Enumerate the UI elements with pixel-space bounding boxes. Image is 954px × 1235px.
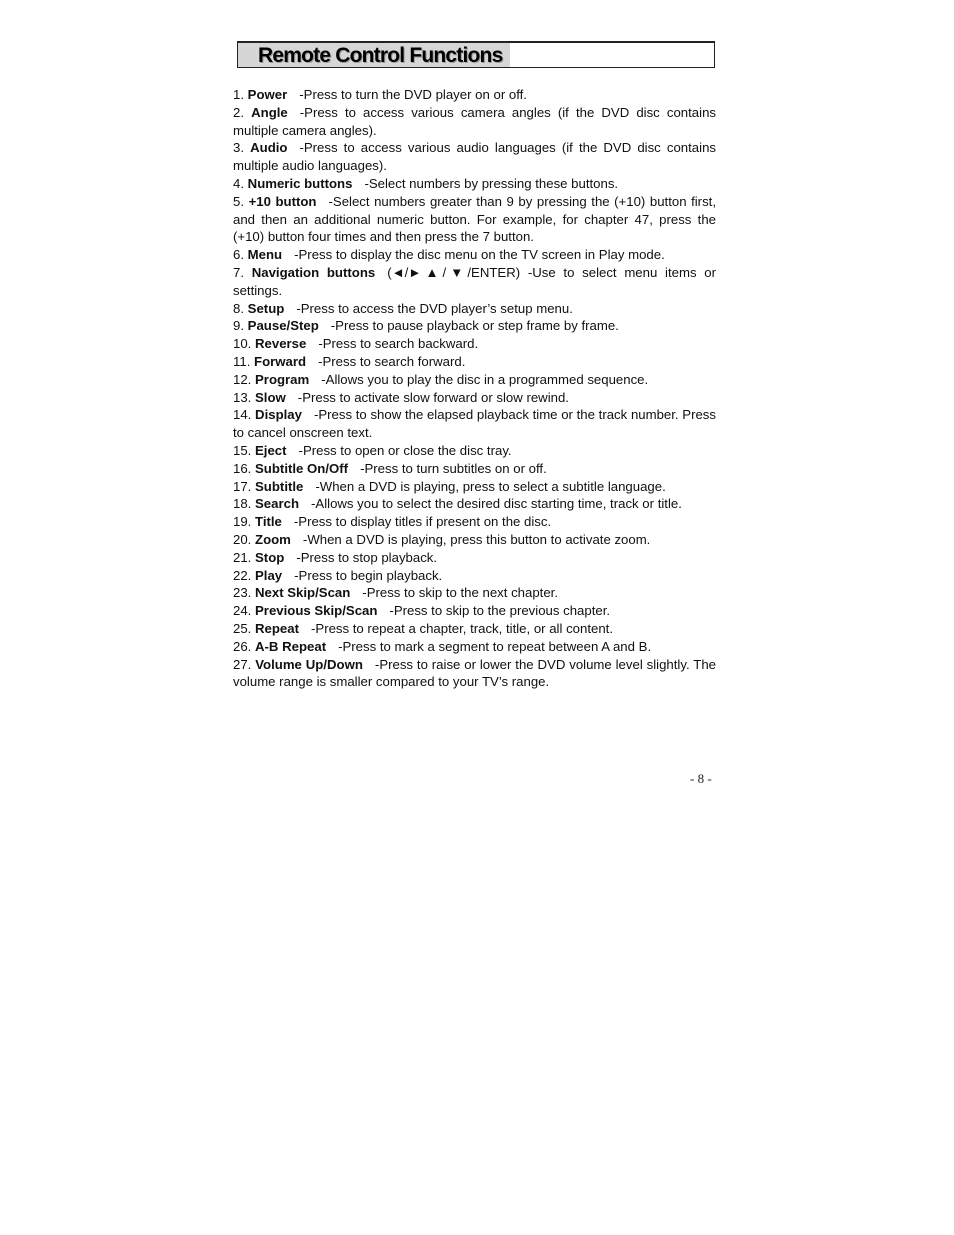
item-number: 19. [233, 514, 252, 530]
function-item [233, 460, 716, 478]
button-name: Program [255, 371, 310, 387]
function-item [233, 193, 716, 246]
item-number: 10. [233, 336, 252, 352]
function-item [233, 495, 716, 513]
button-description: -Press to access various audio languages (if the DVD disc contains multiple audio languages). [233, 140, 716, 174]
button-name: Zoom [255, 531, 291, 547]
item-number: 18. [233, 496, 252, 512]
button-description: -Press to turn the DVD player on or off. [299, 87, 527, 102]
button-name: Subtitle [255, 478, 304, 494]
function-item [233, 264, 716, 300]
function-item [233, 175, 716, 193]
function-item [233, 317, 716, 335]
button-name: Slow [255, 389, 286, 405]
function-item [233, 620, 716, 638]
item-number: 12. [233, 371, 252, 387]
button-name: Numeric buttons [247, 175, 353, 191]
function-item [233, 300, 716, 318]
page-number: - 8 - [690, 771, 712, 786]
item-number: 27. [233, 656, 252, 672]
function-item [233, 406, 716, 442]
function-item [233, 513, 716, 531]
function-item [233, 531, 716, 549]
button-name: Menu [247, 247, 283, 263]
button-name: Volume Up/Down [255, 656, 363, 672]
item-number: 4. [233, 175, 244, 191]
item-number: 22. [233, 567, 252, 583]
function-item [233, 139, 716, 175]
item-number: 14. [233, 407, 252, 423]
item-number: 11. [233, 353, 251, 369]
button-description: -Allows you to select the desired disc starting time, track or title. [311, 496, 682, 512]
button-description: -Press to display the disc menu on the TV screen in Play mode. [294, 247, 665, 263]
item-number: 6. [233, 247, 244, 263]
item-number: 17. [233, 478, 252, 494]
button-name: Power [247, 87, 288, 102]
function-item [233, 246, 716, 264]
function-item [233, 389, 716, 407]
button-name: Next Skip/Scan [255, 585, 351, 601]
function-item [233, 638, 716, 656]
function-item [233, 371, 716, 389]
button-description: -Select numbers greater than 9 by pressing the (+10) button first, and then an additional numeric button. For example, for chapter 47, press the (+10) button four times and then press the 7 button. [233, 193, 716, 245]
button-description: -Press to display titles if present on the disc. [293, 514, 552, 530]
button-description: -Press to search backward. [318, 336, 479, 352]
item-number: 15. [233, 442, 252, 458]
button-description: -Press to turn subtitles on or off. [360, 460, 547, 476]
button-description: -Press to pause playback or step frame by frame. [330, 318, 619, 334]
button-description: -Press to stop playback. [296, 549, 438, 565]
button-description: -Press to open or close the disc tray. [298, 442, 512, 458]
function-item [233, 86, 716, 104]
function-item [233, 584, 716, 602]
button-name: Title [255, 514, 282, 530]
button-description: -When a DVD is playing, press this button to activate zoom. [302, 531, 651, 547]
function-item [233, 104, 716, 140]
button-name: +10 button [248, 193, 317, 209]
button-name: Display [255, 407, 302, 423]
button-name: Stop [255, 549, 285, 565]
button-name: Setup [247, 300, 285, 316]
button-name: Forward [254, 353, 307, 369]
function-item [233, 567, 716, 585]
button-description: -Press to skip to the previous chapter. [389, 603, 611, 619]
item-number: 26. [233, 638, 252, 654]
item-number: 1. [233, 87, 244, 102]
function-list [233, 86, 716, 691]
button-description: -Allows you to play the disc in a programmed sequence. [321, 371, 649, 387]
button-name: Previous Skip/Scan [255, 603, 378, 619]
button-description: -Press to search forward. [318, 353, 466, 369]
function-item [233, 602, 716, 620]
button-description: -Press to raise or lower the DVD volume level slightly. The volume range is smaller compared to your TV’s range. [233, 656, 716, 690]
button-name: Audio [250, 140, 288, 156]
button-name: A-B Repeat [255, 638, 327, 654]
button-description: -Select numbers by pressing these buttons. [364, 175, 619, 191]
button-name: Pause/Step [247, 318, 319, 334]
button-name: Subtitle On/Off [255, 460, 349, 476]
item-number: 5. [233, 193, 244, 209]
button-description: -Press to activate slow forward or slow rewind. [297, 389, 569, 405]
item-number: 8. [233, 300, 244, 316]
button-name: Play [255, 567, 283, 583]
item-number: 16. [233, 460, 252, 476]
item-number: 2. [233, 104, 244, 120]
function-item [233, 442, 716, 460]
button-name: Search [255, 496, 300, 512]
function-item [233, 335, 716, 353]
page-title-box [237, 41, 715, 68]
button-name: Navigation buttons [251, 264, 376, 280]
item-number: 20. [233, 531, 252, 547]
button-name: Reverse [255, 336, 307, 352]
button-description: -Press to access various camera angles (if the DVD disc contains multiple camera angles). [233, 104, 716, 138]
function-item [233, 353, 716, 371]
button-description: -Press to show the elapsed playback time or the track number. Press to cancel onscreen text. [233, 407, 716, 441]
button-description: -Press to mark a segment to repeat between A and B. [338, 638, 652, 654]
item-number: 3. [233, 140, 244, 156]
button-name: Eject [255, 442, 287, 458]
item-number: 25. [233, 620, 252, 636]
button-description: -Press to skip to the next chapter. [362, 585, 559, 601]
item-number: 23. [233, 585, 252, 601]
button-description: (◄/►▲/▼/ENTER) -Use to select menu items or settings. [233, 264, 716, 298]
function-item [233, 656, 716, 692]
button-name: Angle [251, 104, 288, 120]
function-item [233, 549, 716, 567]
item-number: 9. [233, 318, 244, 334]
button-description: -Press to begin playback. [294, 567, 443, 583]
button-description: -When a DVD is playing, press to select a subtitle language. [315, 478, 666, 494]
item-number: 13. [233, 389, 252, 405]
item-number: 21. [233, 549, 252, 565]
button-name: Repeat [255, 620, 299, 636]
page-title: Remote Control Functions [258, 44, 503, 67]
function-item [233, 478, 716, 496]
button-description: -Press to access the DVD player’s setup menu. [296, 300, 573, 316]
item-number: 7. [233, 264, 244, 280]
button-description: -Press to repeat a chapter, track, title, or all content. [311, 620, 613, 636]
item-number: 24. [233, 603, 252, 619]
